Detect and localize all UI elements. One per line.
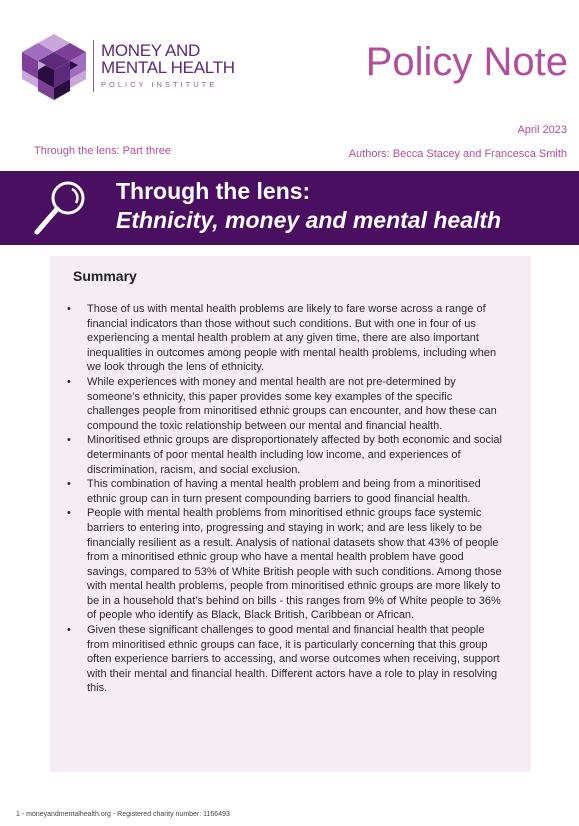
logo-mark: [22, 34, 86, 100]
summary-bullet-text: While experiences with money and mental health are not pre-determined by someone’s ethnicity, this paper provides some key examples of the specific challenges people from minoritised ethnic groups can encounter, and how these can compound the toxic relationship between our mental and financial health.: [87, 375, 497, 432]
summary-heading: Summary: [73, 268, 137, 284]
logo-line-policy-institute: POLICY INSTITUTE: [101, 80, 218, 89]
bullet-dot: •: [67, 375, 71, 388]
logo-line-mental-health: MENTAL HEALTH: [101, 58, 235, 77]
summary-bullet-list: [64, 302, 502, 696]
summary-bullet-text: Minoritised ethnic groups are disproportionately affected by both economic and social determinants of poor mental health including low income, and experiences of discrimination, racism, and social exclusion.: [87, 434, 502, 476]
document-type: Policy Note: [365, 40, 568, 84]
authors-line: Authors: Becca Stacey and Francesca Smith: [348, 148, 567, 160]
publication-date: April 2023: [517, 124, 567, 136]
summary-bullet-1: [64, 302, 502, 375]
summary-bullet-text: Those of us with mental health problems are likely to fare worse across a range of financial indicators than those without such conditions. But with one in four of us experiencing a mental health problem at any given time, there are also important inequalities in outcomes among people with mental health problems, including when we look through the lens of ethnicity.: [87, 303, 497, 374]
page-footer: 1 - moneyandmentalhealth.org - Registered charity number: 1166493: [16, 811, 230, 818]
page-title-line2: Ethnicity, money and mental health: [116, 207, 502, 233]
logo-wordmark: [101, 42, 235, 89]
summary-bullet-2: [64, 375, 502, 433]
bullet-dot: •: [67, 478, 71, 491]
bullet-dot: •: [67, 507, 71, 520]
magnifying-glass-icon: [32, 178, 90, 238]
logo-line-money: MONEY AND: [101, 41, 201, 60]
page-title-line1: Through the lens:: [116, 178, 311, 204]
bullet-dot: •: [67, 624, 71, 637]
summary-bullet-text: People with mental health problems from minoritised ethnic groups face systemic barriers to entering into, progressing and staying in work; and are less likely to be financially resilient as a result. Analysis of national datasets show that 43% of people from a minoritised ethnic group who have a mental health problem have good savings, compared to 53% of White British people with such conditions. Among those with mental health problems, people from minoritised ethnic groups are more likely to be in a household that’s behind on bills - this ranges from 9% of White people to 36% of people who identify as Black, Black British, Caribbean or African.: [87, 507, 502, 622]
summary-bullet-text: This combination of having a mental health problem and being from a minoritised ethnic group can in turn present compounding barriers to good financial health.: [87, 478, 481, 505]
logo-divider: [93, 40, 94, 92]
summary-bullet-5: [64, 506, 502, 623]
summary-bullet-6: [64, 623, 502, 696]
series-label: Through the lens: Part three: [34, 145, 171, 157]
summary-bullet-4: [64, 477, 502, 506]
summary-bullet-text: Given these significant challenges to good mental and financial health that people from minoritised ethnic groups can face, it is particularly concerning that this group often experience barriers to accessing, and worse outcomes when receiving, support with their mental and financial health. Different actors have a role to play in resolving this.: [87, 624, 500, 695]
summary-bullet-3: [64, 433, 502, 477]
bullet-dot: •: [67, 434, 71, 447]
bullet-dot: •: [67, 303, 71, 315]
